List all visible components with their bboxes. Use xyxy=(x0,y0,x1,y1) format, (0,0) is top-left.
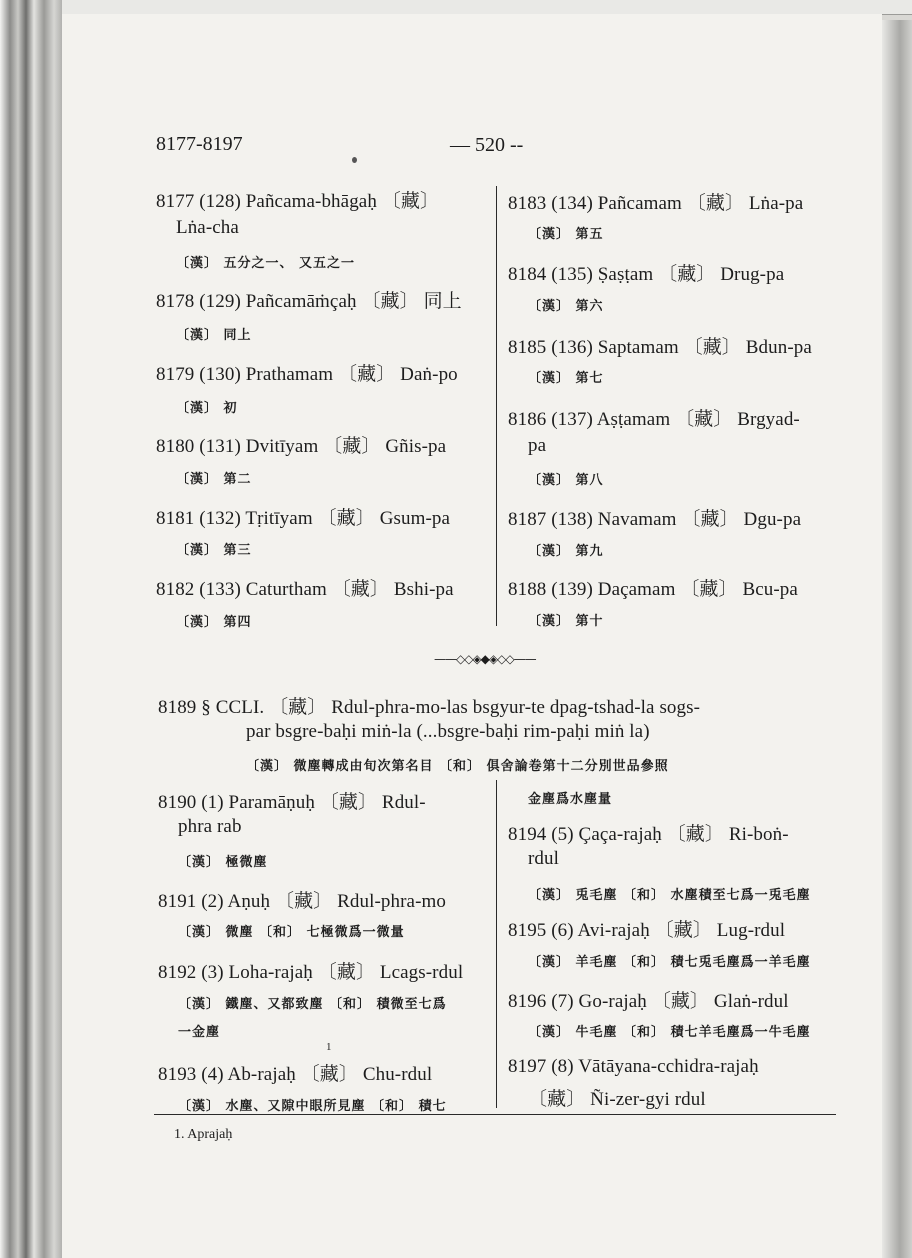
entry-line: 8184 (135) Ṣaṣṭam 〔藏〕 Drug-pa xyxy=(508,264,785,285)
entry-line: 8187 (138) Navamam 〔藏〕 Dgu-pa xyxy=(508,509,802,530)
entry-chinese: 一金塵 xyxy=(178,1025,221,1040)
entry-line: 8186 (137) Aṣṭamam 〔藏〕 Brgyad- xyxy=(508,409,800,430)
entry-chinese: 〔漢〕 鐵塵、又都致塵 〔和〕 積微至七爲 xyxy=(178,997,447,1012)
entry-line: 8195 (6) Avi-rajaḥ 〔藏〕 Lug-rdul xyxy=(508,920,786,941)
entry-chinese: 〔漢〕 第二 xyxy=(176,472,252,487)
entry-line: 8185 (136) Saptamam 〔藏〕 Bdun-pa xyxy=(508,337,812,358)
column-divider xyxy=(496,186,497,626)
section-ornament: ——◇◇◈◆◈◇◇—— xyxy=(434,652,536,666)
entry-line: 8193 (4) Ab-rajaḥ 〔藏〕 Chu-rdul xyxy=(158,1064,433,1085)
entry-line: 8179 (130) Prathamam 〔藏〕 Daṅ-po xyxy=(156,364,458,385)
entry-chinese: 〔漢〕 第三 xyxy=(176,543,252,558)
entry-chinese: 〔漢〕 第五 xyxy=(528,227,604,242)
entry-line: 8197 (8) Vātāyana-cchidra-rajaḥ xyxy=(508,1056,759,1077)
entry-chinese: 〔漢〕 第六 xyxy=(528,299,604,314)
section-heading-line: par bsgre-baḥi miṅ-la (...bsgre-baḥi rim-paḥi miṅ la) xyxy=(246,721,650,742)
entry-line: 8188 (139) Daçamam 〔藏〕 Bcu-pa xyxy=(508,579,798,600)
entry-line: pa xyxy=(528,435,547,456)
entry-line: 〔藏〕 Ñi-zer-gyi rdul xyxy=(528,1089,706,1110)
book-spine-gutter xyxy=(0,0,62,1258)
entry-chinese: 〔漢〕 微塵 〔和〕 七極微爲一微量 xyxy=(178,925,405,940)
footnote-rule xyxy=(154,1114,836,1115)
scan-right-edge xyxy=(882,20,912,1258)
section-heading-chinese: 〔漢〕 微塵轉成由旬次第名目 〔和〕 俱舍論卷第十二分別世品參照 xyxy=(246,759,669,774)
entry-line: 8181 (132) Tṛitīyam 〔藏〕 Gsum-pa xyxy=(156,508,451,529)
page-number: — 520 -- xyxy=(450,134,524,156)
entry-chinese: 〔漢〕 第九 xyxy=(528,544,604,559)
entry-chinese: 〔漢〕 第十 xyxy=(528,614,604,629)
entry-chinese: 〔漢〕 第八 xyxy=(528,473,604,488)
entry-chinese: 金塵爲水塵量 xyxy=(528,792,613,807)
entry-line: phra rab xyxy=(178,816,242,837)
entry-chinese: 〔漢〕 兎毛塵 〔和〕 水塵積至七爲一兎毛塵 xyxy=(528,888,811,903)
column-divider xyxy=(496,780,497,1108)
entry-chinese: 〔漢〕 牛毛塵 〔和〕 積七羊毛塵爲一牛毛塵 xyxy=(528,1025,811,1040)
entry-line: 8178 (129) Pañcamāṁçaḥ 〔藏〕 同上 xyxy=(156,291,462,312)
footnote-marker: 1 xyxy=(326,1041,332,1053)
entry-line: Lṅa-cha xyxy=(176,217,239,238)
entry-line: 8191 (2) Aṇuḥ 〔藏〕 Rdul-phra-mo xyxy=(158,891,446,912)
entry-chinese: 〔漢〕 羊毛塵 〔和〕 積七兎毛塵爲一羊毛塵 xyxy=(528,955,811,970)
entry-line: 8194 (5) Çaça-rajaḥ 〔藏〕 Ri-boṅ- xyxy=(508,824,789,845)
entry-line: rdul xyxy=(528,848,560,869)
entry-chinese: 〔漢〕 水塵、又隙中眼所見塵 〔和〕 積七 xyxy=(178,1099,447,1114)
page-range: 8177-8197 xyxy=(156,133,243,155)
entry-chinese: 〔漢〕 第四 xyxy=(176,615,252,630)
entry-chinese: 〔漢〕 初 xyxy=(176,401,238,416)
book-page xyxy=(62,14,882,1258)
entry-line: 8183 (134) Pañcamam 〔藏〕 Lṅa-pa xyxy=(508,193,804,214)
entry-chinese: 〔漢〕 第七 xyxy=(528,371,604,386)
entry-line: 8192 (3) Loha-rajaḥ 〔藏〕 Lcags-rdul xyxy=(158,962,464,983)
footnote: 1. Aprajaḥ xyxy=(174,1127,233,1142)
entry-line: 8180 (131) Dvitīyam 〔藏〕 Gñis-pa xyxy=(156,436,447,457)
ink-dot xyxy=(352,157,357,163)
section-heading-line: 8189 § CCLI. 〔藏〕 Rdul-phra-mo-las bsgyur-te dpag-tshad-la sogs- xyxy=(158,697,701,718)
entry-line: 8182 (133) Caturtham 〔藏〕 Bshi-pa xyxy=(156,579,454,600)
entry-line: 8190 (1) Paramāṇuḥ 〔藏〕 Rdul- xyxy=(158,792,426,813)
entry-line: 8196 (7) Go-rajaḥ 〔藏〕 Glaṅ-rdul xyxy=(508,991,789,1012)
entry-line: 8177 (128) Pañcama-bhāgaḥ 〔藏〕 xyxy=(156,191,440,212)
entry-chinese: 〔漢〕 五分之一、 又五之一 xyxy=(176,256,356,271)
scan-top-strip xyxy=(0,0,912,15)
entry-chinese: 〔漢〕 同上 xyxy=(176,328,252,343)
entry-chinese: 〔漢〕 極微塵 xyxy=(178,855,268,870)
